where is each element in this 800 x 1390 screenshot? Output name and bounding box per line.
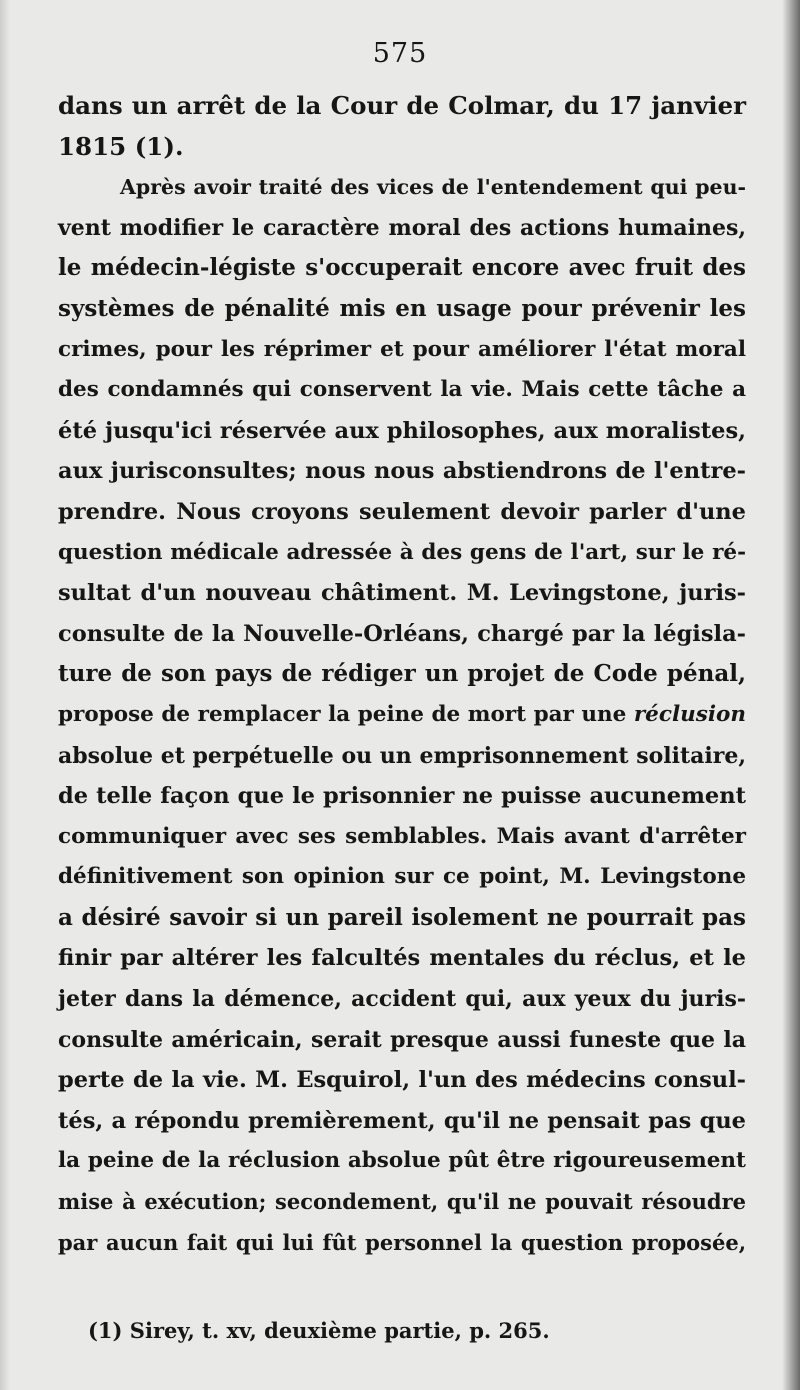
text-line: été jusqu'ici réservée aux philosophes, aux moralistes, — [58, 417, 746, 444]
text-line: la peine de la réclusion absolue pût être rigoureusement — [58, 1148, 746, 1174]
footnote: (1) Sirey, t. xv, deuxième partie, p. 265. — [88, 1318, 550, 1343]
text-line: communiquer avec ses semblables. Mais avant d'arrêter — [58, 823, 746, 849]
text-line: ture de son pays de rédiger un projet de Code pénal, — [58, 660, 746, 688]
text-line: prendre. Nous croyons seulement devoir parler d'une — [58, 498, 746, 525]
text-line: tés, a répondu premièrement, qu'il ne pensait pas que — [58, 1107, 746, 1134]
text-line: absolue et perpétuelle ou un emprisonnement solitaire, — [58, 742, 746, 769]
text-line: définitivement son opinion sur ce point, M. Levingstone — [58, 864, 746, 890]
text-line: crimes, pour les réprimer et pour améliorer l'état moral — [58, 336, 746, 362]
text-line: par aucun fait qui lui fût personnel la question proposée, — [58, 1229, 746, 1255]
text-line: vent modifier le caractère moral des actions humaines, — [58, 214, 746, 241]
text-line: dans un arrêt de la Cour de Colmar, du 17 janvier — [58, 91, 746, 120]
text-line: le médecin-légiste s'occuperait encore avec fruit des — [58, 254, 746, 282]
text-line: sultat d'un nouveau châtiment. M. Levingstone, juris- — [58, 580, 746, 607]
text-line: des condamnés qui conservent la vie. Mais cette tâche a — [58, 377, 746, 403]
text-line: perte de la vie. M. Esquirol, l'un des médecins consul- — [58, 1067, 746, 1094]
text-line — [58, 695, 746, 736]
text-line: systèmes de pénalité mis en usage pour prévenir les — [58, 294, 746, 322]
text-line: consulte américain, serait presque aussi funeste que la — [58, 1026, 746, 1053]
italic-term: réclusion — [633, 701, 746, 727]
text-line: finir par altérer les falcultés mentales du réclus, et le — [58, 945, 746, 972]
text-line: 1815 (1). — [58, 131, 184, 161]
page-number: 575 — [372, 38, 428, 69]
text-line: de telle façon que le prisonnier ne puisse aucunement — [58, 783, 746, 810]
text-line: question médicale adressée à des gens de l'art, sur le ré- — [58, 539, 746, 565]
text-line: a désiré savoir si un pareil isolement ne pourrait pas — [58, 903, 746, 931]
body-text — [58, 86, 746, 1263]
text-line: jeter dans la démence, accident qui, aux yeux du juris- — [58, 986, 746, 1013]
paragraph-start-line: Après avoir traité des vices de l'entendement qui peu- — [120, 175, 746, 200]
text-line: mise à exécution; secondement, qu'il ne pouvait résoudre — [58, 1189, 746, 1215]
text-line: consulte de la Nouvelle-Orléans, chargé par la législa- — [58, 620, 746, 647]
text-line: aux jurisconsultes; nous nous abstiendrons de l'entre- — [58, 458, 746, 485]
text-line-roman: propose de remplacer la peine de mort par une — [58, 701, 634, 727]
